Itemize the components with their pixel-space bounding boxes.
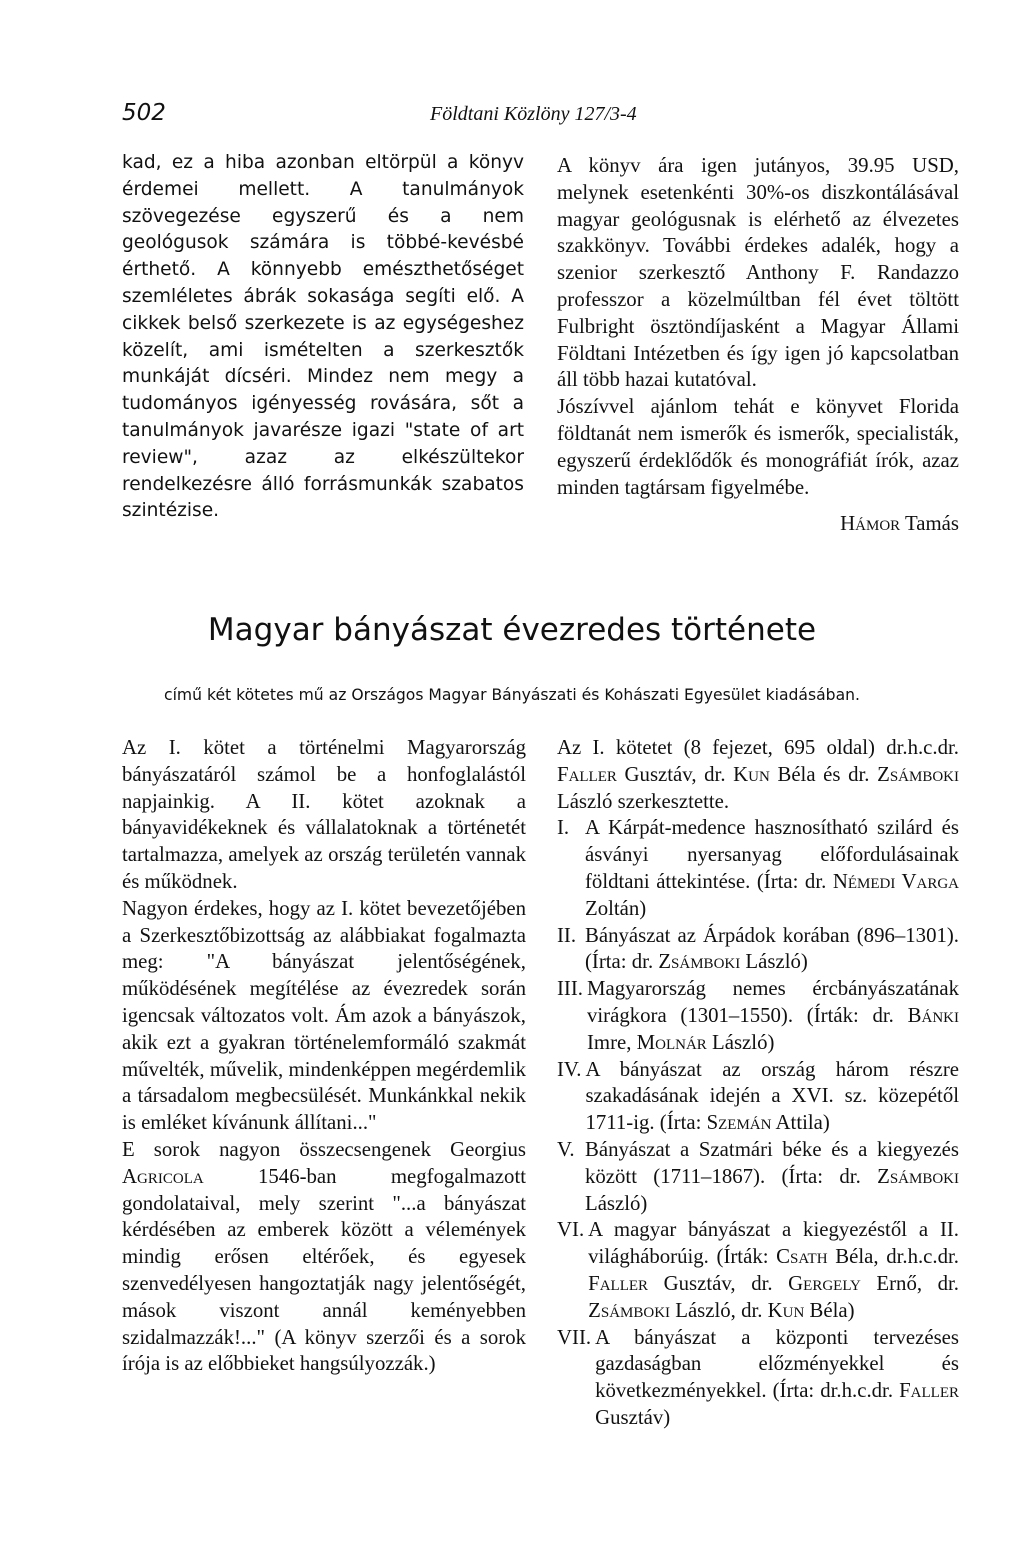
chapter-description: A bányászat az ország három részre szakadásának idején a XVI. sz. közepétől 1711-ig. (Írta: bbox=[585, 1057, 959, 1135]
chapter-item bbox=[557, 1137, 959, 1217]
review-signature bbox=[557, 511, 959, 538]
article-right-column bbox=[557, 735, 959, 1432]
chapter-text bbox=[585, 923, 959, 977]
author-name: Némedi Varga bbox=[832, 869, 960, 893]
chapter-description: Attila) bbox=[771, 1111, 830, 1135]
chapter-description: Bányászat az Árpádok korában (896–1301). (Írta: dr. bbox=[585, 923, 959, 974]
editor-name: Kun bbox=[733, 762, 770, 786]
page-number: 502 bbox=[122, 100, 166, 126]
article-left-column bbox=[122, 735, 526, 1378]
chapter-text bbox=[587, 976, 959, 1056]
paragraph-text: E sorok nagyon összecsengenek Georgius bbox=[122, 1137, 526, 1161]
author-name: Zsámboki bbox=[588, 1298, 671, 1322]
author-name: Zsámboki bbox=[658, 950, 741, 974]
chapter-description: Béla) bbox=[804, 1298, 855, 1322]
author-name: Agricola bbox=[122, 1164, 204, 1188]
running-header: Földtani Közlöny 127/3-4 bbox=[430, 103, 637, 125]
intro-text: Béla és dr. bbox=[769, 762, 878, 786]
article-paragraph-3 bbox=[122, 1137, 526, 1378]
chapter-description: A Kárpát-medence hasznosítható szilárd és ásványi nyersanyag előfordulásainak földtani áttekintése. (Írta: dr. bbox=[585, 816, 959, 893]
signature-given-name: Tamás bbox=[905, 512, 959, 536]
author-name: Kun bbox=[767, 1298, 805, 1322]
chapter-number: V. bbox=[557, 1137, 575, 1161]
chapter-number: VII. bbox=[557, 1325, 592, 1349]
chapter-description: László) bbox=[706, 1030, 775, 1054]
chapter-description: A bányászat a központi tervezéses gazdaságban előzményekkel és következményekkel. (Írta: dr.h.c.dr. bbox=[595, 1325, 959, 1403]
review-paragraph-price: A könyv ára igen jutányos, 39.95 USD, melynek esetenkénti 30%-os diszkontálásával magyar geológusnak is elérhető az élvezetes szakkönyv. További érdekes adalék, hogy a szenior szerkesztő Anthony F. Randazzo professzor a közelmúltban fél évet töltött Fulbright ösztöndíjasként a Magyar Állami Földtani Intézetben és így igen jó kapcsolatban áll több hazai kutatóval. bbox=[557, 154, 959, 392]
author-name: Faller bbox=[899, 1379, 959, 1403]
signature-surname: Hámor bbox=[840, 512, 901, 536]
review-conclusion-column bbox=[557, 153, 959, 538]
chapter-description: Ernő, dr. bbox=[860, 1271, 959, 1295]
chapter-description: László) bbox=[585, 1191, 648, 1215]
chapter-description: A magyar bányászat a kiegyezéstől a II. világháborúig. (Írták: bbox=[588, 1218, 959, 1269]
chapter-text bbox=[585, 1057, 959, 1137]
review-continuation-column bbox=[122, 150, 524, 525]
chapter-number: III. bbox=[557, 977, 583, 1001]
chapter-number: I. bbox=[557, 816, 570, 840]
author-name: Molnár bbox=[636, 1030, 707, 1054]
chapter-description: Zoltán) bbox=[585, 896, 647, 920]
chapter-description: Magyarország nemes ércbányászatának virágkora (1301–1550). (Írták: dr. bbox=[586, 977, 959, 1027]
chapter-number: II. bbox=[557, 923, 577, 947]
article-paragraph-1: Az I. kötet a történelmi Magyarország bányászatáról számol be a honfoglalástól napjainkig. A II. kötet azoknak a bányavidékeknek és vállalatoknak a történetét tartalmazza, amelyek az ország területén vannak és működnek. bbox=[122, 736, 526, 893]
chapter-description: László, dr. bbox=[670, 1298, 768, 1322]
volume-editors bbox=[557, 735, 959, 815]
review-paragraph-recommendation: Jószívvel ajánlom tehát e könyvet Florida földtanát nem ismerők és ismerők, specialisták, egyszerű érdeklődők és monográfiát írók, azaz minden tagtársam figyelmébe. bbox=[557, 395, 959, 499]
author-name: Bánki bbox=[907, 1003, 959, 1027]
chapter-description: Gusztáv, dr. bbox=[648, 1271, 789, 1295]
article-subtitle: című két kötetes mű az Országos Magyar Bányászati és Kohászati Egyesület kiadásában. bbox=[164, 686, 860, 704]
chapter-text bbox=[588, 1217, 959, 1324]
article-title: Magyar bányászat évezredes története bbox=[207, 612, 817, 648]
chapter-item bbox=[557, 1057, 959, 1137]
chapter-text bbox=[585, 815, 959, 922]
article-paragraph-2: Nagyon érdekes, hogy az I. kötet bevezetőjében a Szerkesztőbizottság az alábbiakat fogalmazta meg: "A bányászat jelentőségének, működésének megítélése az évezredek során igencsak változatos volt. Ám azok a bányászok, akik ezt a gyakran történelemformáló szakmát művelték, művelik, mindenképpen megérdemlik a társadalom megbecsülését. Munkánkkal nekik is emléket kívánunk állítani..." bbox=[122, 896, 526, 1135]
chapter-description: Bányászat a Szatmári béke és a kiegyezés között (1711–1867). (Írta: dr. bbox=[585, 1137, 959, 1188]
chapter-description: Gusztáv) bbox=[595, 1405, 671, 1429]
chapter-text bbox=[585, 1137, 959, 1217]
chapter-number: IV. bbox=[557, 1057, 582, 1081]
intro-text: Az I. kötetet (8 fejezet, 695 oldal) dr.h.c.dr. bbox=[557, 736, 959, 759]
author-name: Faller bbox=[588, 1271, 649, 1295]
review-paragraph: kad, ez a hiba azonban eltörpül a könyv érdemei mellett. A tanulmányok szövegezése egyszerű és a nem geológusok számára is többé-kevésbé érthető. A könnyebb emészthetőséget szemléletes ábrák sokasága segíti elő. A cikkek belső szerkezete is az egységeshez közelít, ami ismételten a szerkesztők munkáját dícséri. Mindez nem megy a tudományos igényesség rovására, sőt a tanulmányok javarésze igazi "state of art review", azaz az elkészültekor rendelkezésre álló forrásmunkák szabatos szintézise. bbox=[122, 152, 524, 522]
chapter-item bbox=[557, 976, 959, 1056]
chapter-description: László) bbox=[740, 950, 808, 974]
intro-text: László szerkesztette. bbox=[557, 789, 730, 813]
chapter-text bbox=[595, 1325, 959, 1432]
author-name: Csath bbox=[776, 1245, 828, 1269]
intro-text: Gusztáv, dr. bbox=[616, 762, 734, 786]
author-name: Gergely bbox=[788, 1271, 861, 1295]
editor-name: Zsámboki bbox=[877, 762, 959, 786]
editor-name: Faller bbox=[557, 762, 617, 786]
author-name: Zsámboki bbox=[877, 1164, 959, 1188]
chapter-item bbox=[557, 1325, 959, 1432]
chapter-item bbox=[557, 923, 959, 977]
chapter-description: Imre, bbox=[586, 1030, 637, 1054]
chapter-item bbox=[557, 1217, 959, 1324]
paragraph-text: 1546-ban megfogalmazott gondolataival, mely szerint "...a bányászat kérdésében az emberek között a vélemények mindig erősen eltérőek, és egyesek szenvedélyesen hangoztatják nagy jelentőségét, mások viszont annál keményebben szidalmazzák!..." (A könyv szerzői és a sorok írója is az előbbieket hangsúlyozzák.) bbox=[122, 1164, 526, 1376]
chapter-description: Béla, dr.h.c.dr. bbox=[827, 1245, 959, 1269]
author-name: Szemán bbox=[706, 1111, 772, 1135]
chapter-number: VI. bbox=[557, 1218, 585, 1242]
chapter-item bbox=[557, 815, 959, 922]
